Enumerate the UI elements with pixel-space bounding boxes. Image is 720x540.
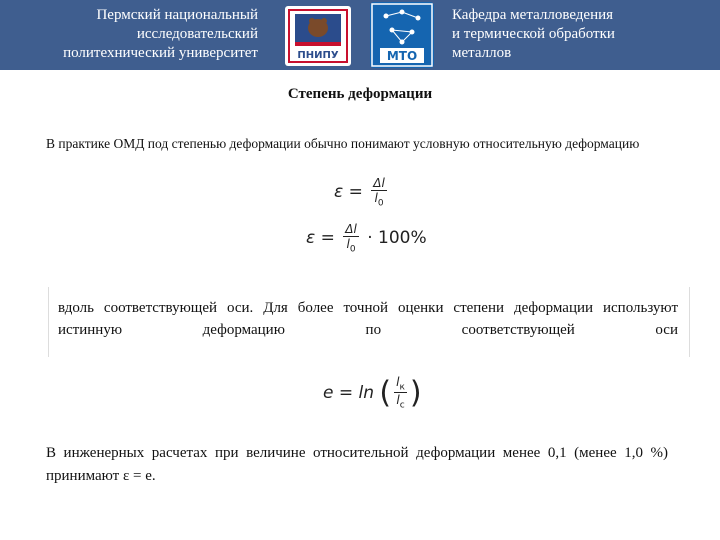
fraction — [371, 176, 387, 208]
numerator: Δl — [345, 222, 357, 236]
university-name — [0, 6, 258, 63]
department-logo-text: МТО — [386, 49, 418, 63]
slide-title: Степень деформации — [287, 86, 433, 102]
denominator-subscript: 0 — [377, 198, 384, 209]
fraction — [343, 222, 359, 254]
header-bar — [0, 0, 720, 70]
engineering-note-paragraph: В инженерных расчетах при величине относительной деформации менее 0,1 (менее 1,0 %) принимают ε = e. — [46, 445, 668, 484]
fraction — [394, 375, 407, 411]
university-line: Пермский национальный — [96, 7, 258, 23]
denominator: l — [374, 191, 378, 205]
numerator: Δl — [373, 176, 385, 190]
formula-relative-strain — [334, 176, 390, 208]
department-logo — [370, 2, 434, 68]
intro-paragraph: В практике ОМД под степенью деформации обычно понимают условную относительную деформацию — [46, 136, 640, 151]
denominator: l — [346, 237, 350, 251]
formula-rhs: · 100% — [367, 228, 427, 249]
formula-lhs: e = ln — [323, 382, 375, 403]
pnipu-logo — [285, 6, 351, 66]
denominator-subscript: 0 — [349, 244, 356, 255]
denominator-subscript: с — [399, 400, 405, 411]
true-strain-paragraph: вдоль соответствующей оси. Для более точной оценки степени деформации используют истинную деформацию по соответствующей оси — [58, 300, 678, 338]
numerator: l — [396, 375, 400, 389]
department-line: металлов — [452, 45, 512, 61]
department-name — [452, 6, 712, 63]
formula-true-strain: e = ln ( $\frac{l_к}{l_с}$ ) — [323, 375, 422, 411]
pnipu-logo-text: ПНИПУ — [297, 50, 339, 61]
department-line: и термической обработки — [452, 26, 615, 42]
department-line: Кафедра металловедения — [452, 7, 614, 23]
formula-relative-strain-percent — [306, 222, 427, 254]
denominator: l — [396, 393, 400, 408]
formula-lhs: ε = — [334, 182, 363, 203]
numerator-subscript: к — [399, 382, 405, 393]
formula-lhs: ε = — [306, 228, 335, 249]
university-line: политехнический университет — [63, 45, 258, 61]
university-line: исследовательский — [136, 26, 258, 42]
